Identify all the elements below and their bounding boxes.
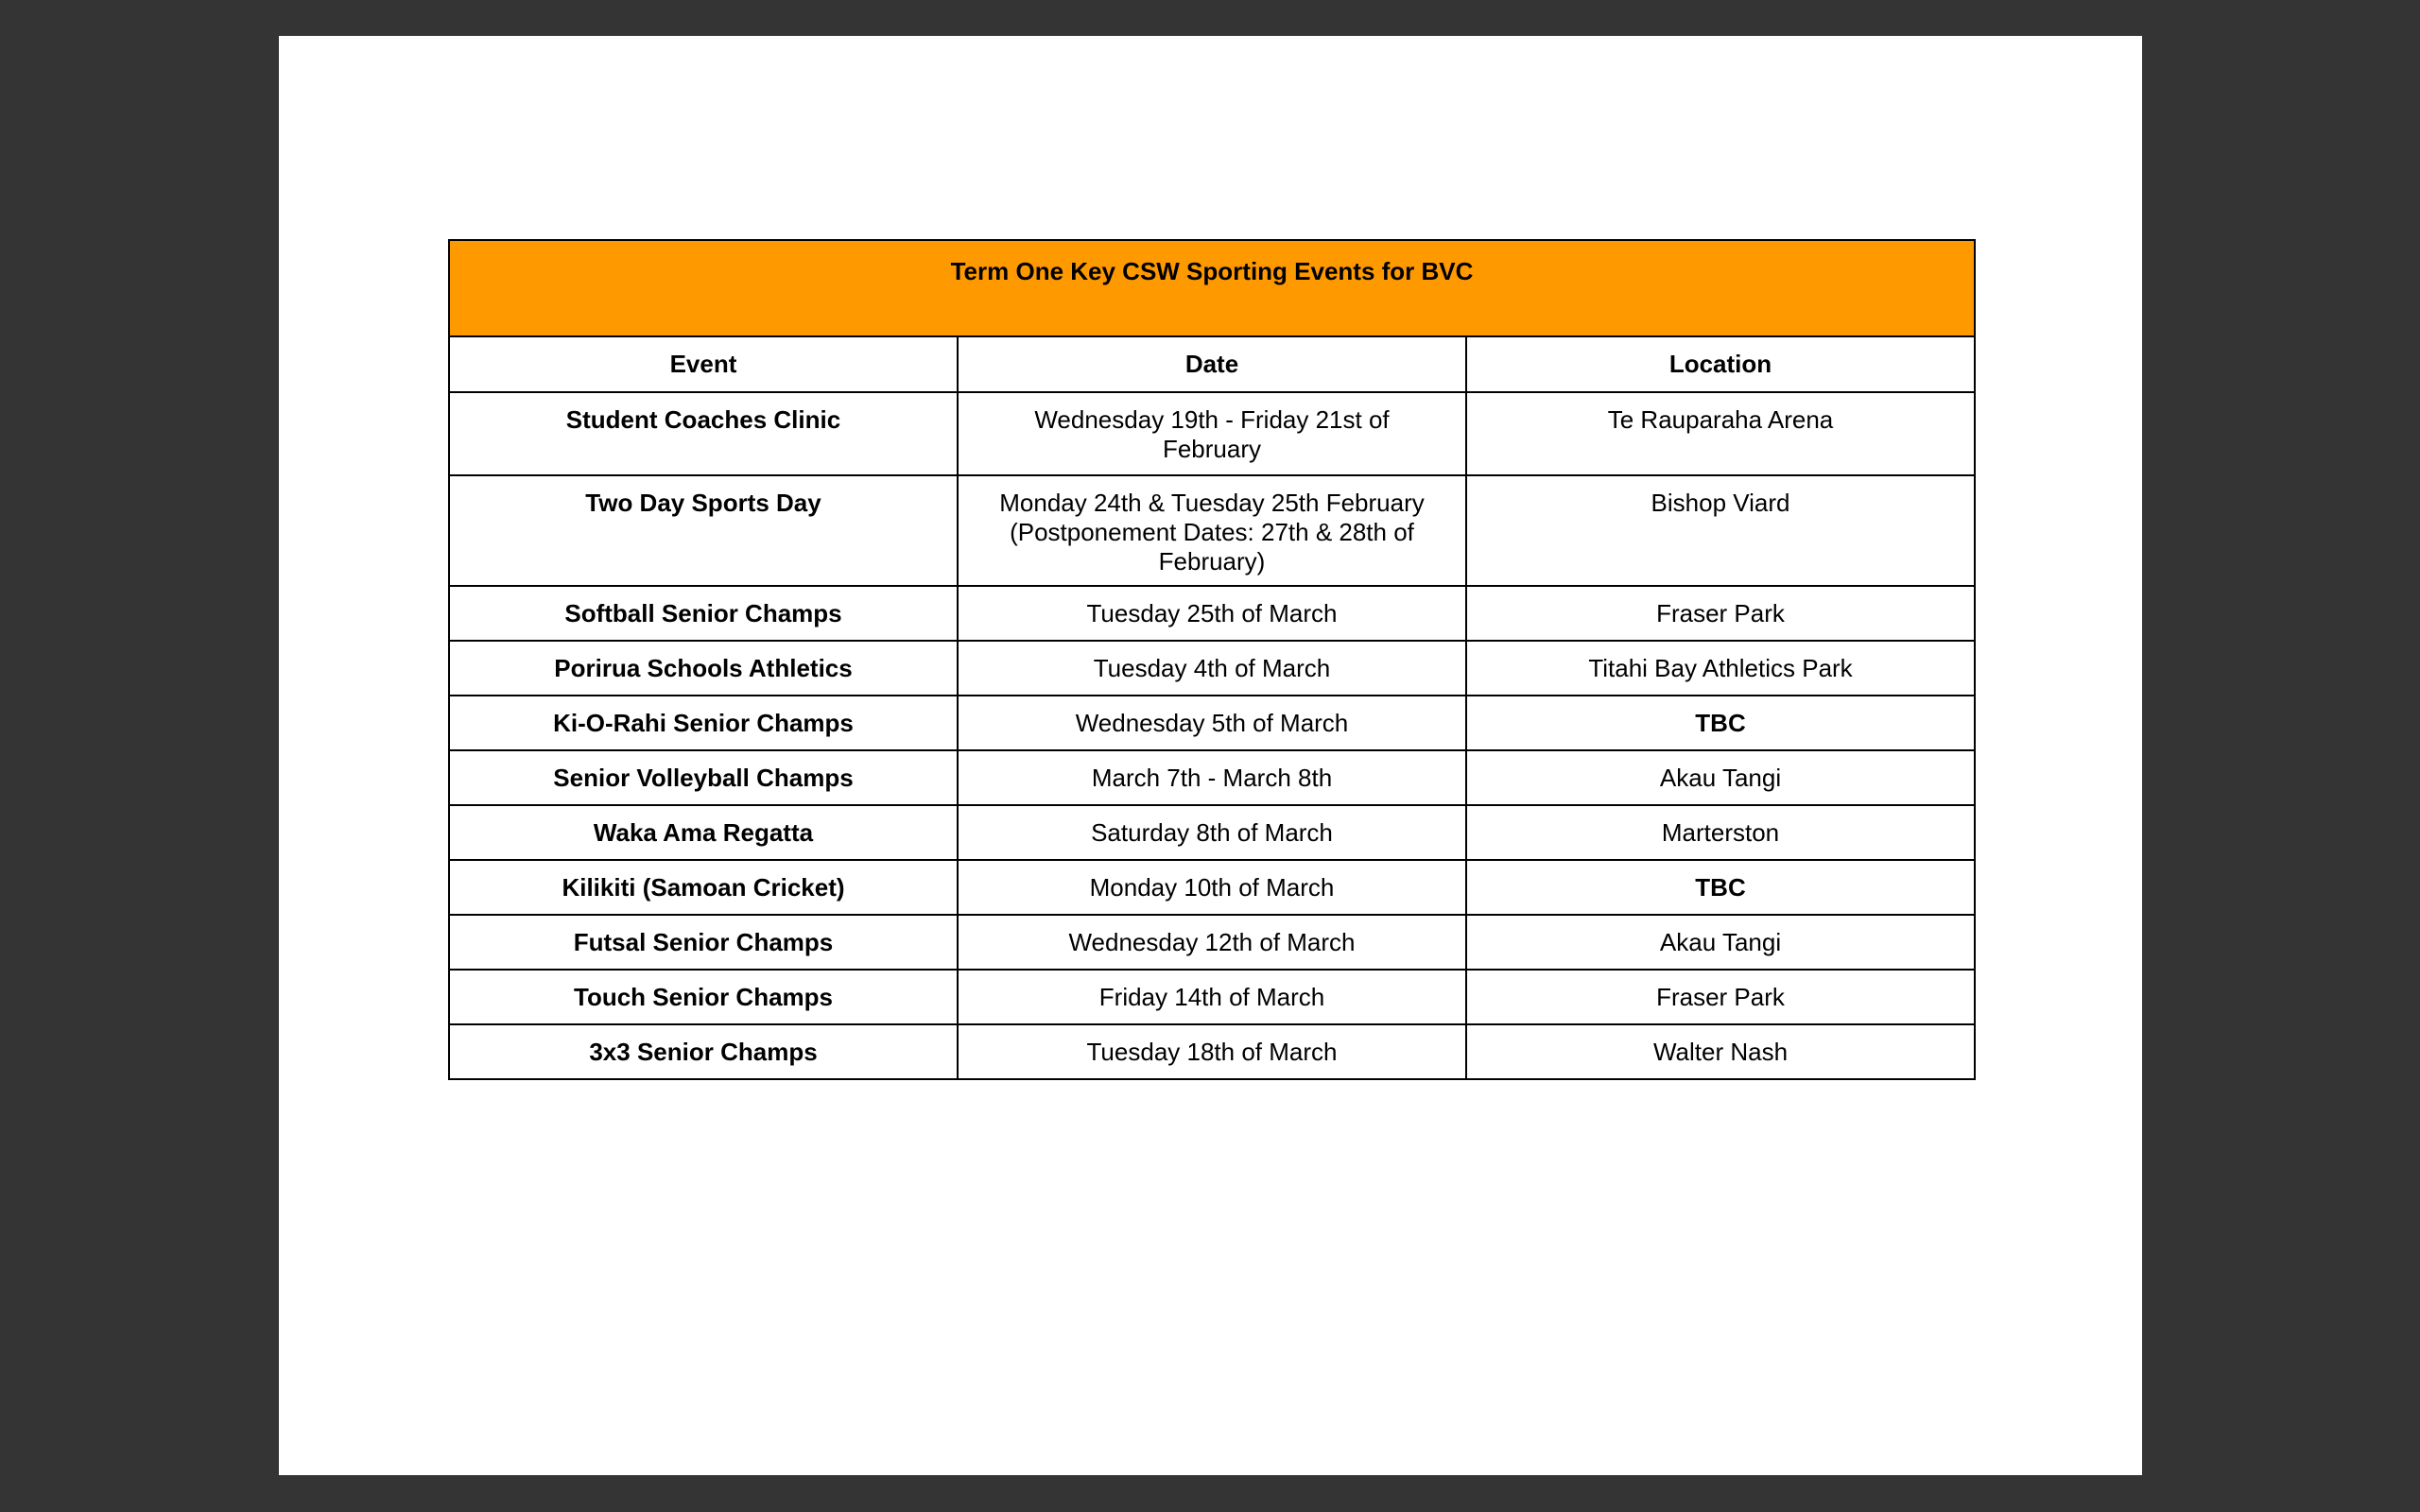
events-table	[448, 239, 1976, 1080]
location-cell: Walter Nash	[1466, 1024, 1975, 1079]
table-row	[449, 750, 1975, 805]
location-cell: Titahi Bay Athletics Park	[1466, 641, 1975, 696]
event-cell: Touch Senior Champs	[449, 970, 958, 1024]
date-cell: Wednesday 12th of March	[958, 915, 1466, 970]
location-cell: Akau Tangi	[1466, 750, 1975, 805]
table-row	[449, 392, 1975, 475]
column-header-location: Location	[1466, 336, 1975, 392]
table-row	[449, 586, 1975, 641]
location-cell: Fraser Park	[1466, 586, 1975, 641]
document-page	[279, 36, 2142, 1475]
date-cell	[958, 475, 1466, 586]
table-header-row	[449, 336, 1975, 392]
table-row	[449, 915, 1975, 970]
table-row	[449, 1024, 1975, 1079]
location-cell: Akau Tangi	[1466, 915, 1975, 970]
column-header-date: Date	[958, 336, 1466, 392]
date-cell: Wednesday 5th of March	[958, 696, 1466, 750]
table-row	[449, 696, 1975, 750]
column-header-event: Event	[449, 336, 958, 392]
event-cell: Waka Ama Regatta	[449, 805, 958, 860]
event-cell: 3x3 Senior Champs	[449, 1024, 958, 1079]
date-cell: Tuesday 25th of March	[958, 586, 1466, 641]
event-cell: Student Coaches Clinic	[449, 392, 958, 475]
table-row	[449, 970, 1975, 1024]
table-row	[449, 805, 1975, 860]
date-cell	[958, 392, 1466, 475]
date-cell: Tuesday 18th of March	[958, 1024, 1466, 1079]
location-cell: TBC	[1466, 696, 1975, 750]
event-cell: Senior Volleyball Champs	[449, 750, 958, 805]
event-cell: Two Day Sports Day	[449, 475, 958, 586]
event-cell: Futsal Senior Champs	[449, 915, 958, 970]
table-row	[449, 860, 1975, 915]
date-cell: Tuesday 4th of March	[958, 641, 1466, 696]
location-cell: TBC	[1466, 860, 1975, 915]
date-cell: Friday 14th of March	[958, 970, 1466, 1024]
event-cell: Softball Senior Champs	[449, 586, 958, 641]
date-text: Monday 24th & Tuesday 25th February (Postponement Dates: 27th & 28th of February)	[999, 489, 1425, 576]
date-cell: Saturday 8th of March	[958, 805, 1466, 860]
table-title: Term One Key CSW Sporting Events for BVC	[449, 240, 1975, 336]
date-cell: March 7th - March 8th	[958, 750, 1466, 805]
location-cell: Bishop Viard	[1466, 475, 1975, 586]
event-cell: Kilikiti (Samoan Cricket)	[449, 860, 958, 915]
location-cell: Marterston	[1466, 805, 1975, 860]
location-cell: Te Rauparaha Arena	[1466, 392, 1975, 475]
date-cell: Monday 10th of March	[958, 860, 1466, 915]
table-title-row	[449, 240, 1975, 336]
event-cell: Ki-O-Rahi Senior Champs	[449, 696, 958, 750]
table-row	[449, 475, 1975, 586]
table-row	[449, 641, 1975, 696]
location-cell: Fraser Park	[1466, 970, 1975, 1024]
date-text: Wednesday 19th - Friday 21st of February	[1034, 405, 1390, 463]
event-cell: Porirua Schools Athletics	[449, 641, 958, 696]
